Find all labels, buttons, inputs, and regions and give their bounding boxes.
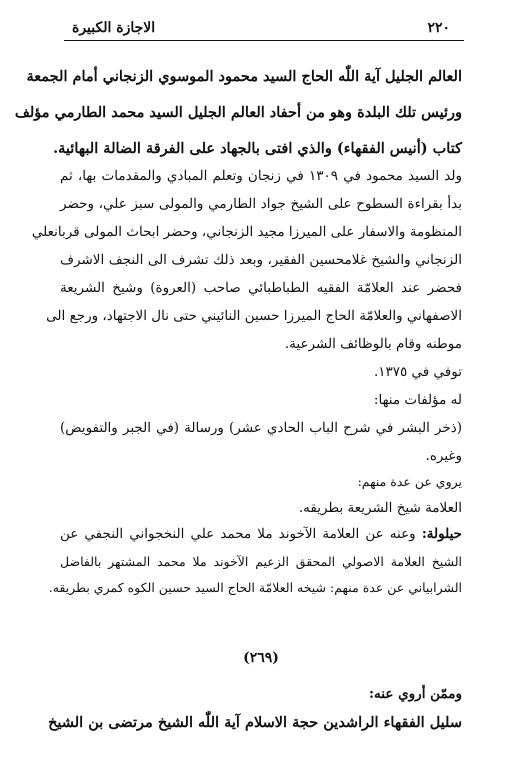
hailula-text: وعنه عن العلامة الآخوند ملا محمد علي النخجواني النجفي عن [60,526,416,542]
text-line: توفي في ١٣٧٥. [373,364,462,380]
running-header [72,10,450,36]
book-title: الاجازة الكبيرة [72,20,156,36]
text-line: يروي عن عدة منهم: [357,474,462,489]
text-line: وغيره. [425,448,462,464]
header-divider [64,40,464,41]
text-line: موطنه وقام بالوظائف الشرعية. [284,336,462,352]
text-line: فحضر عند العلامّة الفقيه الطباطبائي صاحب (العروة) وشيخ الشريعة [60,280,462,296]
text-line: كتاب (أنيس الفقهاء) والذي افتى بالجهاد على الفرقة الضالة البهائية. [53,140,462,157]
text-line: العلامة شيخ الشريعة بطريقه. [298,500,462,516]
text-line: له مؤلفات منها: [373,392,462,408]
text-line: ولد السيد محمود في ١٣٠٩ في زنجان وتعلم المبادي والمقدمات بها، ثم [60,168,462,184]
text-line: ورئيس تلك البلدة وهو من أحفاد العالم الجليل السيد محمد الطارمي مؤلف [14,104,462,121]
text-line: سليل الفقهاء الراشدين حجة الاسلام آية اللّٰه الشيخ مرتضى بن الشيخ [48,714,462,731]
hailula-label: حيلولة: [421,526,463,542]
text-line: المنظومة والاسفار على الميرزا مجيد الزنجاني، وحضر ابحاث المولى قربانعلي [31,224,462,240]
text-line: (ذخر البشر في شرح الباب الحادي عشر) ورسالة (في الجبر والتفويض) [60,420,462,436]
text-line: الزنجاني والشيخ غلامحسين الفقير، وبعد ذلك تشرف الى النجف الاشرف [60,252,462,268]
section-intro: وممّن أروي عنه: [369,686,462,702]
text-line: الاصفهاني والعلامّة الحاج الميرزا حسين النائيني حتى نال الاجتهاد، ورجع الى [46,308,462,324]
page-number: ٢٢٠ [427,20,450,36]
text-line: الشيخ العلامة الاصولي المحقق الزعيم الآخوند ملا محمد المشتهر بالفاضل [60,554,462,569]
section-number: (٢٦٩) [243,650,279,666]
text-line: الشرابياني عن عدة منهم: شيخه العلامّة الحاج السيد حسين الكوه كمري بطريقه. [48,580,462,595]
hailula-line [60,526,462,542]
text-line: العالم الجليل آية اللّٰه الحاج السيد محمود الموسوي الزنجاني أمام الجمعة [26,68,462,85]
text-line: بدأ بقراءة السطوح على الشيخ جواد الطارمي والمولى سبز علي، وحضر [60,196,462,212]
